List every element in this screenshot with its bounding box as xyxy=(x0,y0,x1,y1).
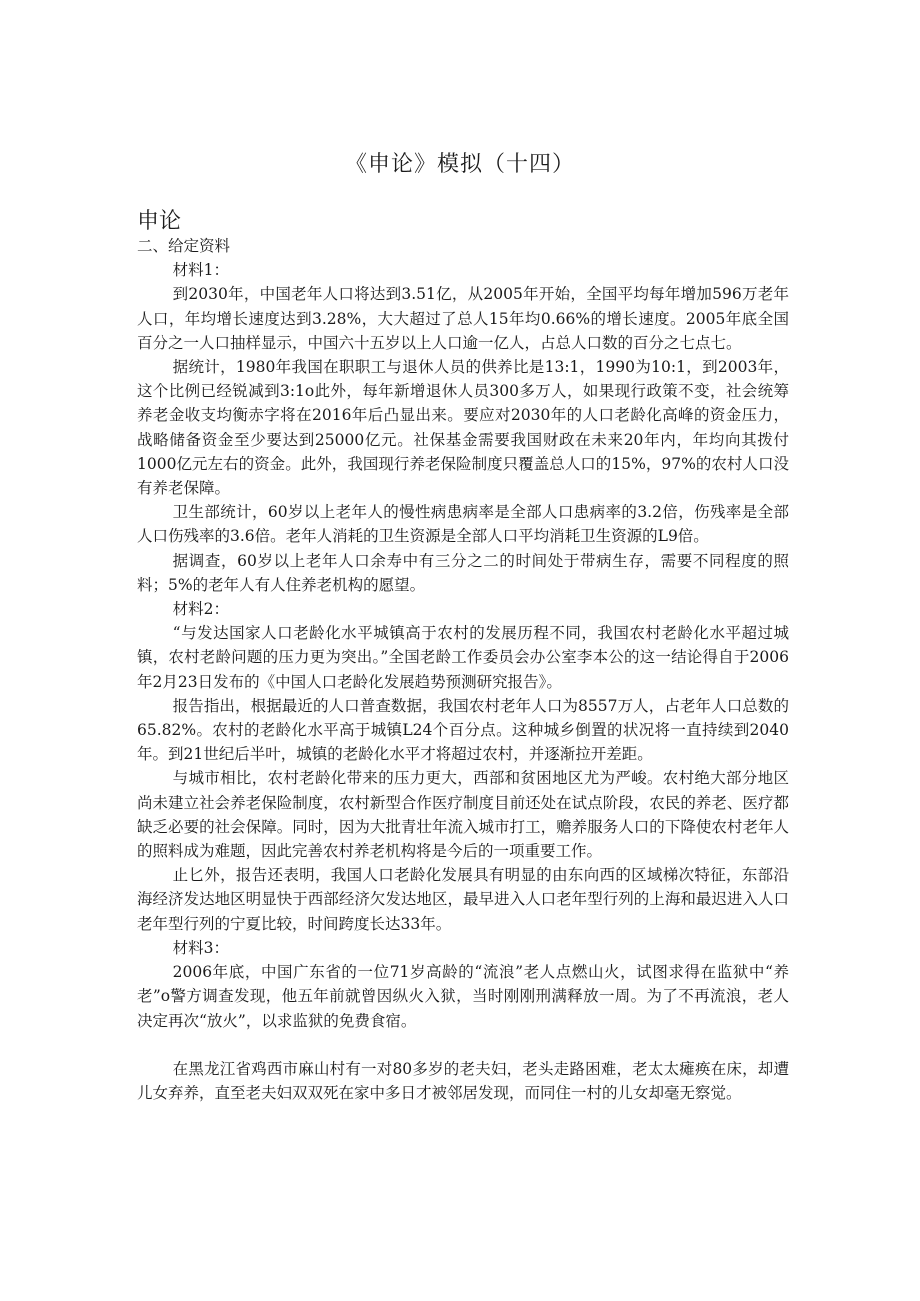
paragraph: 到2030年，中国老年人口将达到3.51亿，从2005年开始，全国平均每年增加596万老年人口，年均增长速度达到3.28%，大大超过了总人15年均0.66%的增长速度。2005年底全国百分之一人口抽样显示，中国六十五岁以上人口逾一亿人，占总人口数的百分之七点七。 xyxy=(137,285,789,352)
paragraph: 在黑龙江省鸡西市麻山村有一对80多岁的老夫妇，老头走路困难，老太太瘫痪在床，却遭儿女弃养，直至老夫妇双双死在家中多日才被邻居发现，而同住一村的儿女却毫无察觉。 xyxy=(137,1059,789,1102)
paragraph: 与城市相比，农村老龄化带来的压力更大，西部和贫困地区尤为严峻。农村绝大部分地区尚未建立社会养老保险制度，农村新型合作医疗制度目前还处在试点阶段，农民的养老、医疗都缺乏必要的社会保障。同时，因为大批青壮年流入城市打工，赡养服务人口的下降使农村老年人的照料成为难题，因此完善农村养老机构将是今后的一项重要工作。 xyxy=(137,769,789,861)
paragraph: 报告指出，根据最近的人口普查数据，我国农村老年人口为8557万人，占老年人口总数的65.82%。农村的老龄化水平高于城镇L24个百分点。这种城乡倒置的状况将一直持续到2040年。到21世纪后半叶，城镇的老龄化水平才将超过农村，并逐渐拉开差距。 xyxy=(137,696,789,764)
paragraph: 卫生部统计，60岁以上老年人的慢性病患病率是全部人口患病率的3.2倍，伤残率是全部人口伤残率的3.6倍。老年人消耗的卫生资源是全部人口平均消耗卫生资源的L9倍。 xyxy=(137,503,789,546)
paragraph: 据调查，60岁以上老年人口余寿中有三分之二的时间处于带病生存，需要不同程度的照料；5%的老年人有人住养老机构的愿望。 xyxy=(137,551,789,594)
paragraph: “与发达国家人口老龄化水平城镇高于农村的发展历程不同，我国农村老龄化水平超过城镇，农村老龄问题的压力更为突出。”全国老龄工作委员会办公室李本公的这一结论得自于2006年2月23日发布的《中国人口老龄化发展趋势预测研究报告》。 xyxy=(137,624,789,691)
document-body xyxy=(137,234,789,1105)
section-heading: 申论 xyxy=(137,209,182,234)
subsection-heading: 二、给定资料 xyxy=(137,237,231,255)
paragraph: 2006年底，中国广东省的一位71岁高龄的“流浪”老人点燃山火，试图求得在监狱中“养老”o警方调查发现，他五年前就曾因纵火入狱，当时刚刚刑满释放一周。为了不再流浪，老人决定再次“放火”，以求监狱的免费食宿。 xyxy=(137,963,789,1030)
paragraph: 据统计，1980年我国在职职工与退休人员的供养比是13:1，1990为10:1，到2003年，这个比例已经锐减到3:1o此外，每年新增退休人员300多万人，如果现行政策不变，社会统筹养老金收支均衡赤字将在2016年后凸显出来。要应对2030年的人口老龄化高峰的资金压力，战略储备资金至少要达到25000亿元。社保基金需要我国财政在未来20年内，年均向其拨付1000亿元左右的资金。此外，我国现行养老保险制度只覆盖总人口的15%，97%的农村人口没有养老保障。 xyxy=(137,358,789,498)
material-3-label: 材料3： xyxy=(172,938,230,957)
paragraph: 止匕外，报告还表明，我国人口老龄化发展具有明显的由东向西的区域梯次特征，东部沿海经济发达地区明显快于西部经济欠发达地区，最早进入人口老年型行列的上海和最迟进入人口老年型行列的宁夏比较，时间跨度长达33年。 xyxy=(137,866,789,933)
material-1-label: 材料1： xyxy=(172,261,230,280)
document-title: 《申论》模拟（十四） xyxy=(344,152,575,177)
paragraph-gap xyxy=(137,1033,789,1057)
material-2-label: 材料2： xyxy=(172,600,230,619)
